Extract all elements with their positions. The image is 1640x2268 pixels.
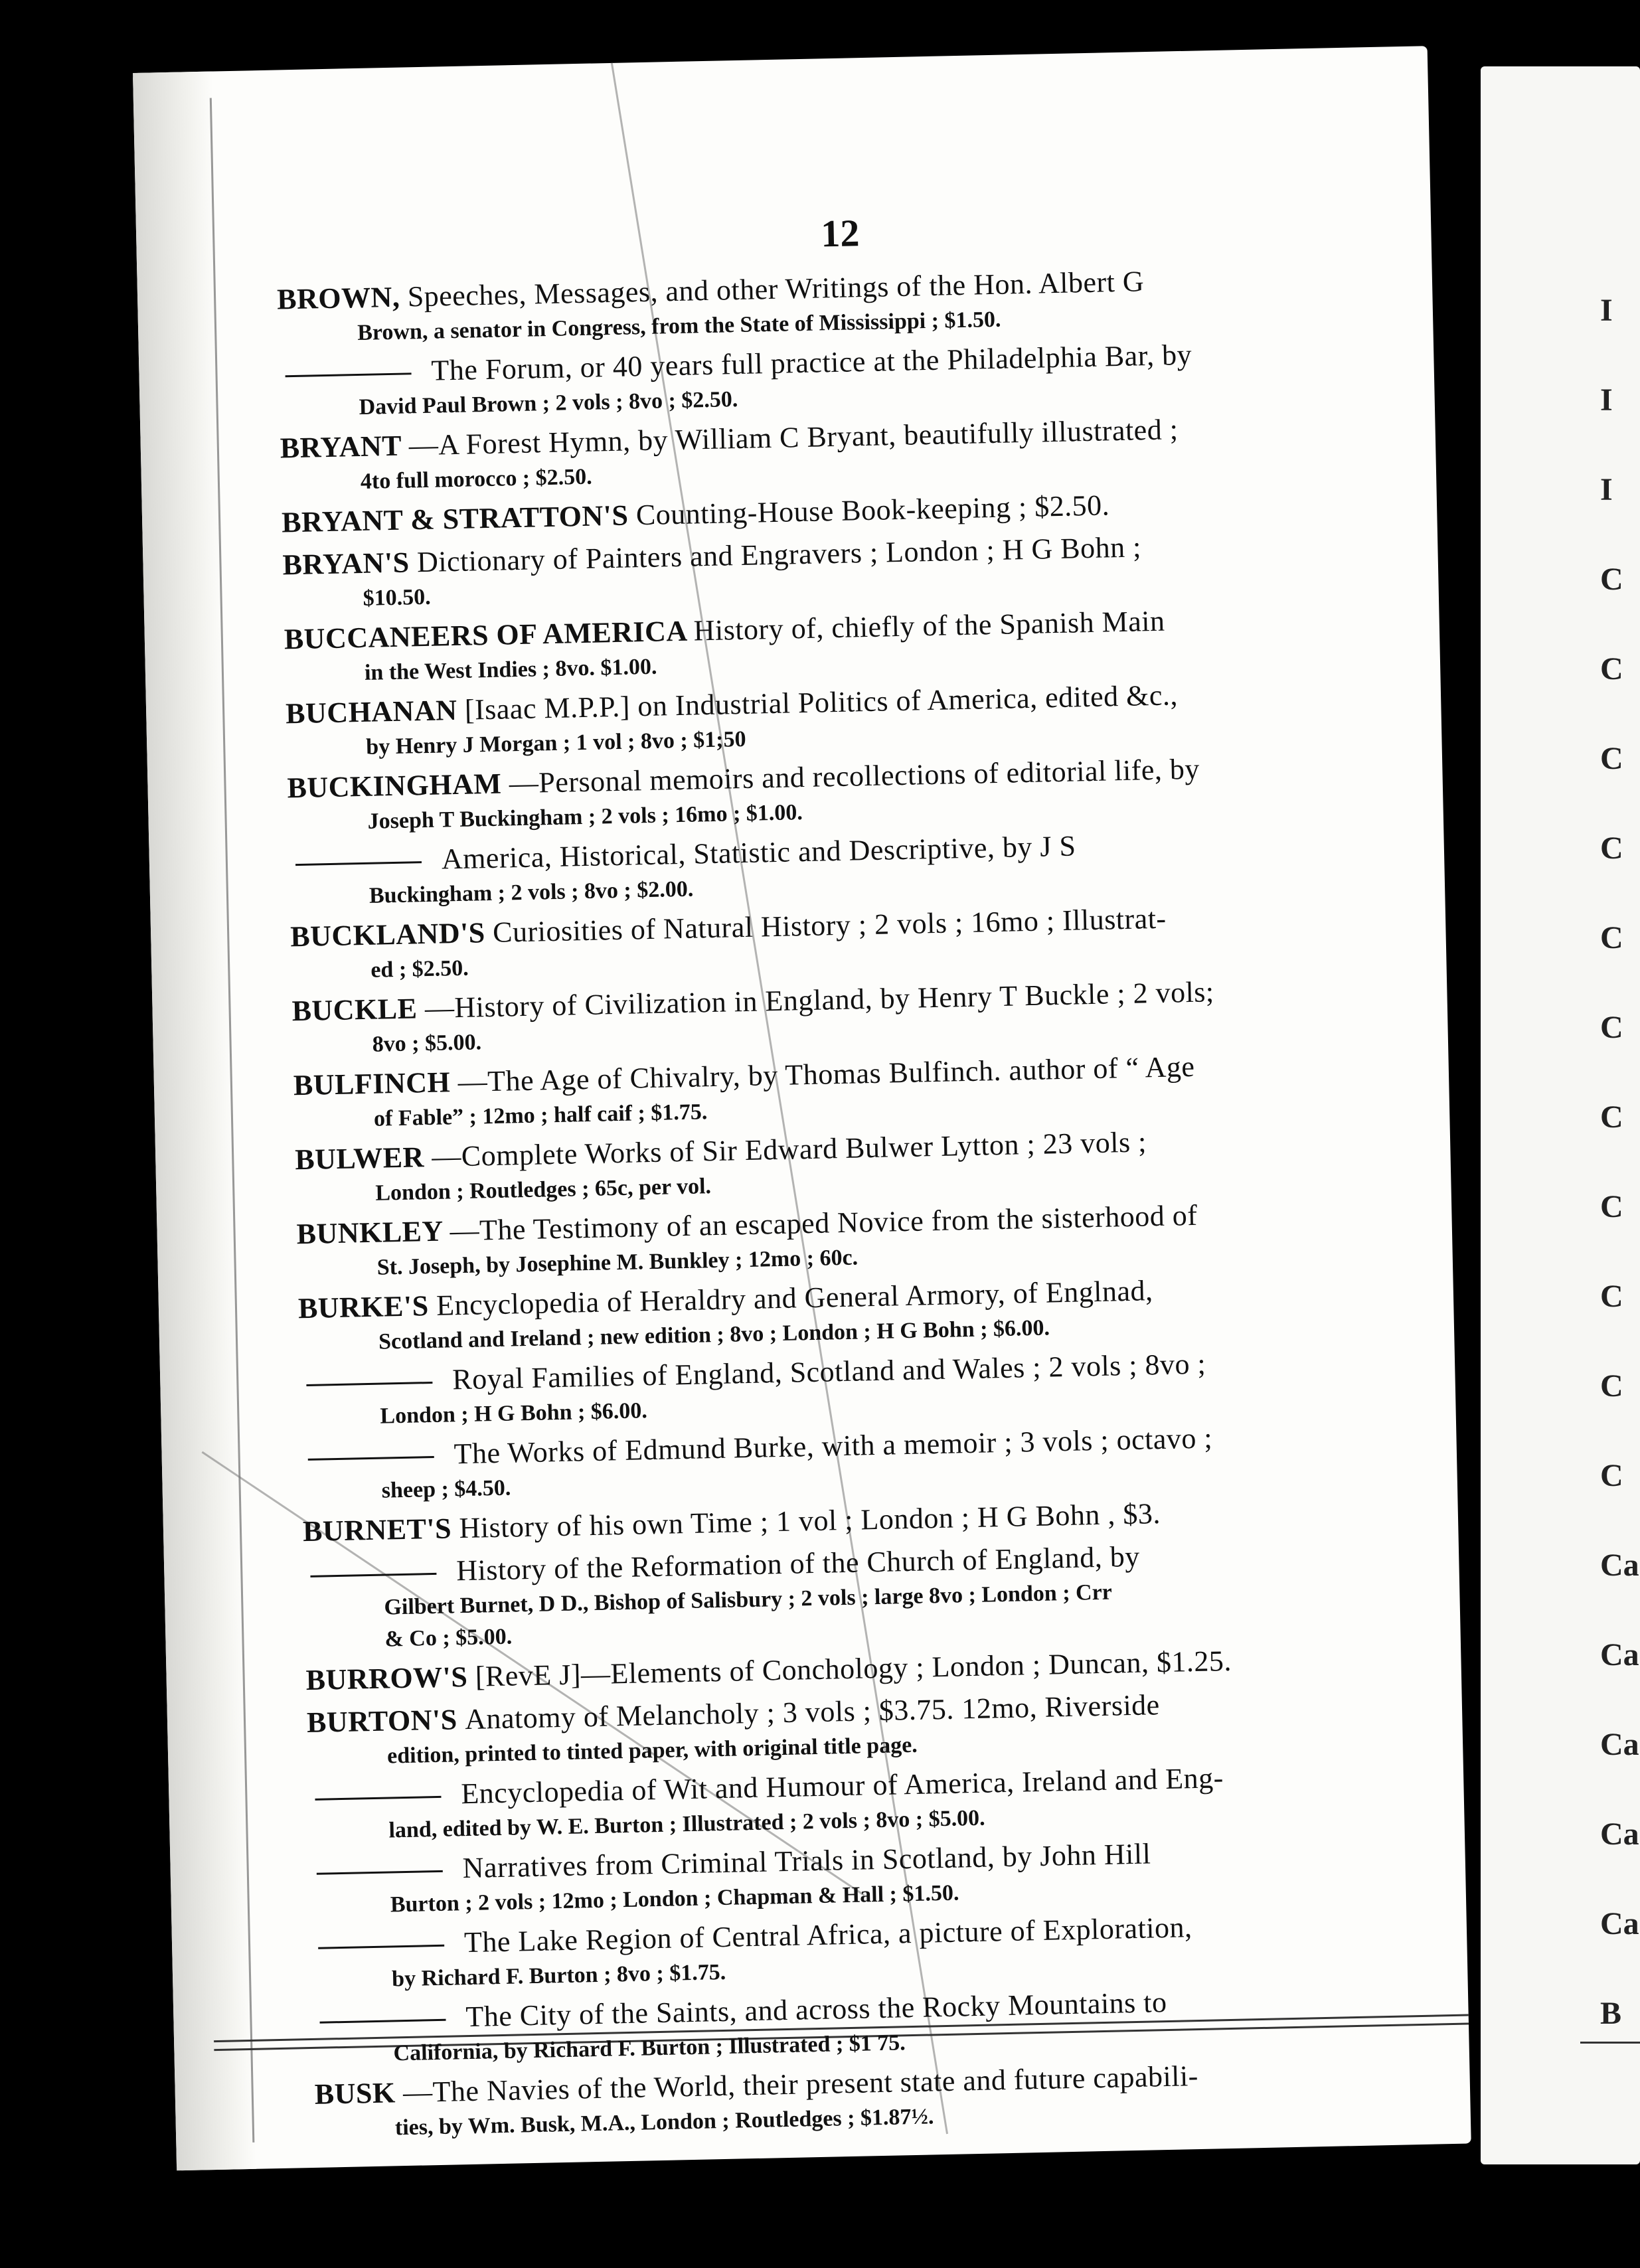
entry-author: BROWN, [276,280,408,316]
adjacent-page-letter: C [1600,741,1623,776]
adjacent-page-edge [1481,66,1640,2164]
entry-author: BURROW'S [305,1660,476,1697]
entry-author: BUCKLAND'S [289,916,493,953]
entry-title: —History of Civilization in England, by Henry T Buckle ; 2 vols; [424,975,1215,1025]
ditto-dash [317,1870,443,1875]
entry-title: Encyclopedia of Heraldry and General Armory, of Englnad, [436,1274,1153,1322]
entry-title: —Complete Works of Sir Edward Bulwer Lytton ; 23 vols ; [431,1125,1147,1173]
entry-details: Burton ; 2 vols ; 12mo ; London ; Chapman & Hall ; $1.50. [390,1880,959,1917]
adjacent-page-letter: C [1600,562,1623,597]
entry-details: sheep ; $4.50. [381,1475,511,1503]
ditto-dash [306,1382,432,1386]
entry-details: 8vo ; $5.00. [372,1030,482,1057]
adjacent-page-letter: C [1600,1368,1623,1404]
entry-details: of Fable” ; 12mo ; half caif ; $1.75. [373,1099,708,1131]
entry-author: BURTON'S [306,1703,465,1740]
entry-title: Curiosities of Natural History ; 2 vols ; 16mo ; Illustrat- [492,902,1167,949]
entry-title: America, Historical, Statistic and Descriptive, by J S [441,829,1076,876]
adjacent-page-letter: C [1600,651,1623,687]
entry-title: —A Forest Hymn, by William C Bryant, beautifully illustrated ; [408,413,1179,462]
entry-title: [Isaac M.P.P.] on Industrial Politics of America, edited &c., [464,679,1179,726]
entry-details: & Co ; $5.00. [384,1624,513,1652]
entry-author: BULWER [294,1140,432,1176]
entry-title: —Personal memoirs and recollections of editorial life, by [509,752,1200,800]
adjacent-page-letter: Ca [1600,1637,1639,1672]
entry-title: Dictionary of Painters and Engravers ; London ; H G Bohn ; [416,530,1142,579]
entry-author: BRYANT & STRATTON'S [281,499,637,539]
ditto-dash [308,1456,434,1461]
ditto-dash [320,2019,446,2024]
entry-details: Brown, a senator in Congress, from the State of Mississippi ; $1.50. [357,307,1001,345]
entry-title: Anatomy of Melancholy ; 3 vols ; $3.75. 12mo, Riverside [464,1688,1161,1736]
adjacent-page-letter: C [1600,1010,1623,1045]
ditto-dash [315,1796,441,1801]
page-number: 12 [820,211,860,256]
entry-title: —The Navies of the World, their present state and future capabili- [402,2060,1199,2109]
adjacent-page-rule [1580,2042,1640,2044]
entry-author: BUCHANAN [285,693,465,730]
entry-title: The Lake Region of Central Africa, a picture of Exploration, [463,1911,1192,1959]
entry-list [277,257,1444,2146]
adjacent-page-letter: Ca [1600,1727,1639,1762]
entry-title: The City of the Saints, and across the Rocky Mountains to [465,1986,1167,2034]
entry-details: $10.50. [363,584,432,611]
entry-title: Counting-House Book-keeping ; $2.50. [635,489,1110,532]
catalog-content [276,199,1444,2150]
entry-details: California, by Richard F. Burton ; Illustrated ; $1 75. [393,2030,906,2066]
entry-title: Speeches, Messages, and other Writings of the Hon. Albert G [407,265,1145,313]
entry-details: St. Joseph, by Josephine M. Bunkley ; 12mo ; 60c. [376,1245,859,1280]
entry-title: Royal Families of England, Scotland and Wales ; 2 vols ; 8vo ; [451,1347,1206,1396]
adjacent-page-letter: B [1600,1996,1622,2031]
entry-details: 4to full morocco ; $2.50. [360,464,593,494]
adjacent-page-letter: C [1600,1189,1623,1224]
catalog-entry [303,1532,1434,1658]
entry-author: BUCKLE [291,992,426,1028]
entry-details: ed ; $2.50. [370,955,469,983]
entry-details: London ; H G Bohn ; $6.00. [380,1398,648,1429]
adjacent-page-letter: I [1600,382,1613,418]
entry-author: BULFINCH [293,1066,459,1102]
entry-title: [RevE J]—Elements of Conchology ; London ; Duncan, $1.25. [475,1644,1232,1693]
entry-title: —The Age of Chivalry, by Thomas Bulfinch. author of “ Age [457,1050,1195,1099]
entry-author: BURNET'S [302,1512,460,1548]
entry-details: David Paul Brown ; 2 vols ; 8vo ; $2.50. [359,387,738,420]
entry-title: The Forum, or 40 years full practice at the Philadelphia Bar, by [430,338,1192,387]
entry-details: by Richard F. Burton ; 8vo ; $1.75. [391,1959,726,1992]
entry-author: BUCCANEERS OF AMERICA [284,614,695,656]
entry-details: London ; Routledges ; 65c, per vol. [375,1174,712,1206]
entry-title: History of, chiefly of the Spanish Main [693,604,1165,647]
entry-details: land, edited by W. E. Burton ; Illustrated ; 2 vols ; 8vo ; $5.00. [388,1805,985,1843]
ditto-dash [295,862,422,866]
entry-details: by Henry J Morgan ; 1 vol ; 8vo ; $1;50 [365,726,746,760]
entry-details: Buckingham ; 2 vols ; 8vo ; $2.00. [369,876,694,908]
binding-strip [133,71,256,2170]
entry-details: edition, printed to tinted paper, with original title page. [386,1732,918,1769]
entry-details: Scotland and Ireland ; new edition ; 8vo ; London ; H G Bohn ; $6.00. [378,1315,1050,1354]
entry-details: Gilbert Burnet, D D., Bishop of Salisbury ; 2 vols ; large 8vo ; London ; Crr [384,1580,1113,1620]
ditto-dash [310,1573,436,1578]
entry-title: The Works of Edmund Burke, with a memoir ; 3 vols ; octavo ; [453,1421,1213,1471]
entry-author: BURKE'S [297,1289,437,1325]
entry-title: Encyclopedia of Wit and Humour of America, Ireland and Eng- [460,1761,1224,1811]
adjacent-page-letter: C [1600,1279,1623,1314]
entry-title: Narratives from Criminal Trials in Scotland, by John Hill [462,1837,1151,1885]
ditto-dash [318,1945,444,1949]
adjacent-page-letter: I [1600,472,1613,507]
entry-details: Joseph T Buckingham ; 2 vols ; 16mo ; $1.00. [367,800,803,834]
adjacent-page-letter: C [1600,1099,1623,1135]
entry-title: —The Testimony of an escaped Novice from the sisterhood of [450,1198,1198,1248]
document-page [133,46,1471,2170]
ditto-dash [286,373,412,378]
entry-author: BRYAN'S [282,546,418,582]
adjacent-page-letter: Ca [1600,1548,1639,1583]
entry-title: History of his own Time ; 1 vol ; London ; H G Bohn , $3. [459,1497,1161,1545]
entry-details: in the West Indies ; 8vo. $1.00. [364,654,657,685]
adjacent-page-letter: C [1600,920,1623,955]
entry-author: BUSK [314,2076,404,2111]
entry-details: ties, by Wm. Busk, M.A., London ; Routledges ; $1.87½. [394,2104,934,2141]
entry-author: BUCKINGHAM [287,767,510,805]
entry-author: BRYANT [280,429,410,465]
entry-author: BUNKLEY [296,1214,451,1251]
entry-title: History of the Reformation of the Church of England, by [455,1540,1141,1587]
adjacent-page-letter: C [1600,831,1623,866]
adjacent-page-letter: C [1600,1458,1623,1493]
adjacent-page-letter: I [1600,293,1613,328]
adjacent-page-letter: Ca [1600,1906,1639,1941]
adjacent-page-letter: Ca [1600,1817,1639,1852]
